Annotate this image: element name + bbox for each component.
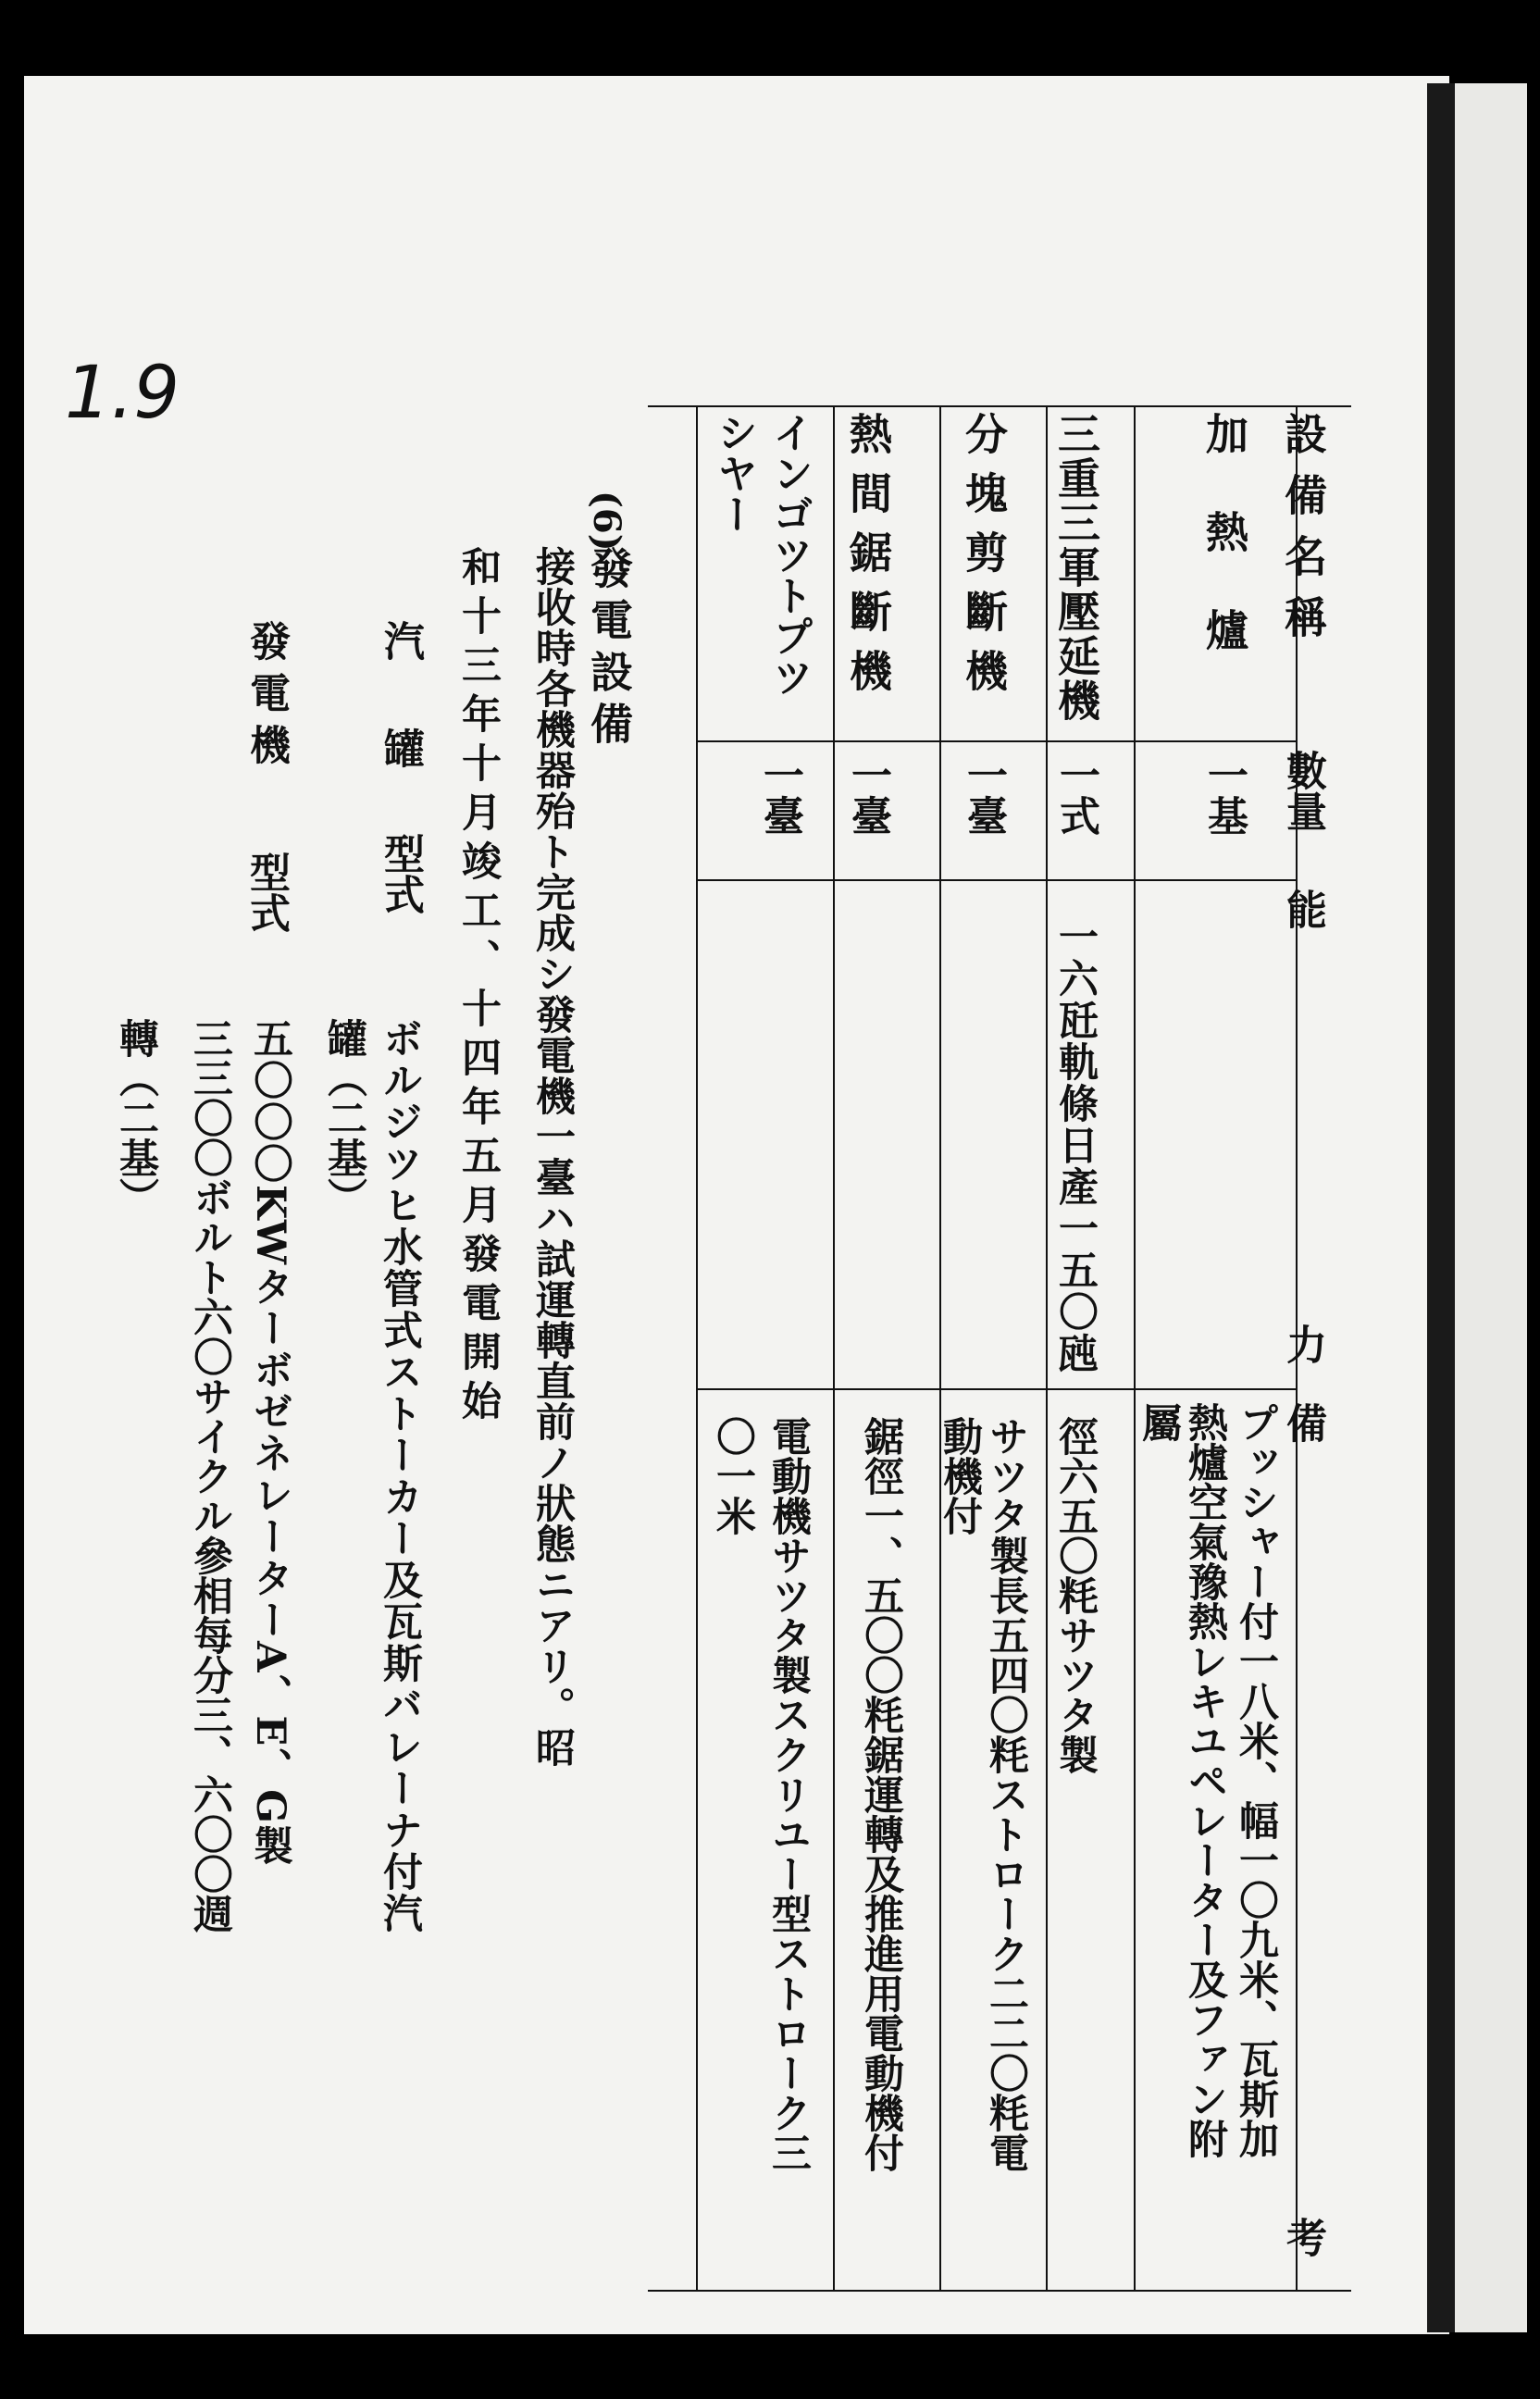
row1-name: 加熱爐 xyxy=(1199,412,1249,706)
row4-remarks-line1: 鋸徑一、五〇〇粍鋸運轉及推進用電動機付 xyxy=(858,1416,904,2172)
row5-remarks-line2: 〇一米 xyxy=(710,1416,756,1535)
table-rule-after-row3 xyxy=(939,405,941,2290)
section-number: (6) xyxy=(585,491,628,552)
generator-line1: 五〇〇〇KWターボゼネレーターA、E、G製 xyxy=(247,1018,293,1867)
table-rule-after-row1 xyxy=(1134,405,1136,2290)
boiler-line2: 罐（二基） xyxy=(321,1018,367,1217)
generator-line2: 三三〇〇ボルト六〇サイクル參相每分三、六〇〇週 xyxy=(187,1018,233,1933)
page-number: 1.9 xyxy=(65,352,180,435)
table-top-rule xyxy=(648,405,1351,407)
section-paragraph-line2: 和十三年十月竣工、十四年五月發電開始 xyxy=(455,546,502,1429)
table-rule-after-row4 xyxy=(833,405,835,2290)
generator-line3: 轉（二基） xyxy=(113,1018,159,1217)
row5-remarks-line1: 電動機サツタ製スクリユー型ストローク三 xyxy=(765,1416,812,2172)
row3-quantity: 一臺 xyxy=(960,754,1007,836)
row1-remarks-line2: 熱爐空氣豫熱レキユペレーター及ファン附 xyxy=(1182,1402,1228,2158)
row3-name: 分塊剪斷機 xyxy=(959,412,1009,708)
header-remarks-top: 備 xyxy=(1279,1402,1326,1443)
table-rule-after-row2 xyxy=(1046,405,1048,2290)
table-bottom-rule xyxy=(648,2290,1351,2292)
boiler-label: 汽 罐 xyxy=(377,620,424,781)
row5-name-line2: シヤー xyxy=(710,412,757,534)
boiler-line1: ボルジツヒ水管式ストーカー及瓦斯バレーナ付汽 xyxy=(377,1018,423,1934)
boiler-type-label: 型式 xyxy=(377,833,424,914)
row2-quantity: 一式 xyxy=(1052,754,1099,836)
row1-remarks-line3: 屬 xyxy=(1136,1402,1182,1442)
header-name: 設備名稱 xyxy=(1278,412,1328,656)
table-rule-qty-cap xyxy=(696,879,1298,881)
page-binding-edge xyxy=(1427,83,1455,2332)
header-capacity-top: 能 xyxy=(1279,889,1326,929)
row4-name: 熱間鋸斷機 xyxy=(843,412,893,708)
facing-page-edge xyxy=(1455,83,1527,2332)
header-quantity: 數量 xyxy=(1279,750,1326,831)
row1-remarks-line1: プッシャー付一八米、幅一〇九米、瓦斯加 xyxy=(1233,1402,1279,2158)
row5-name-line1: インゴツトプツ xyxy=(765,412,813,697)
section-title: 發電設備 xyxy=(584,546,634,753)
row1-quantity: 一基 xyxy=(1200,754,1248,836)
section-paragraph-line1: 接收時各機器殆ト完成シ發電機一臺ハ試運轉直前ノ狀態ニアリ。昭 xyxy=(529,546,576,1768)
header-capacity-bottom: 力 xyxy=(1279,1324,1326,1364)
table-rule-name-qty xyxy=(696,740,1298,742)
generator-type-label: 型式 xyxy=(242,851,290,933)
row2-remarks-line1: 徑六五〇粍サツタ製 xyxy=(1052,1416,1099,1774)
table-left-rule xyxy=(696,405,698,2290)
row3-remarks-line1: サツタ製長五四〇粍ストローク二二〇粍電 xyxy=(983,1416,1029,2172)
row4-quantity: 一臺 xyxy=(844,754,891,836)
generator-label: 發電機 xyxy=(242,620,290,776)
row3-remarks-line2: 動機付 xyxy=(937,1416,983,1535)
row2-capacity: 一六瓩軌條日產一五〇瓲 xyxy=(1052,916,1099,1374)
table-rule-cap-remarks xyxy=(696,1388,1298,1390)
row2-name: 三重三軍壓延機 xyxy=(1051,412,1101,723)
header-remarks-bottom: 考 xyxy=(1279,2217,1326,2257)
row5-quantity: 一臺 xyxy=(756,754,803,836)
